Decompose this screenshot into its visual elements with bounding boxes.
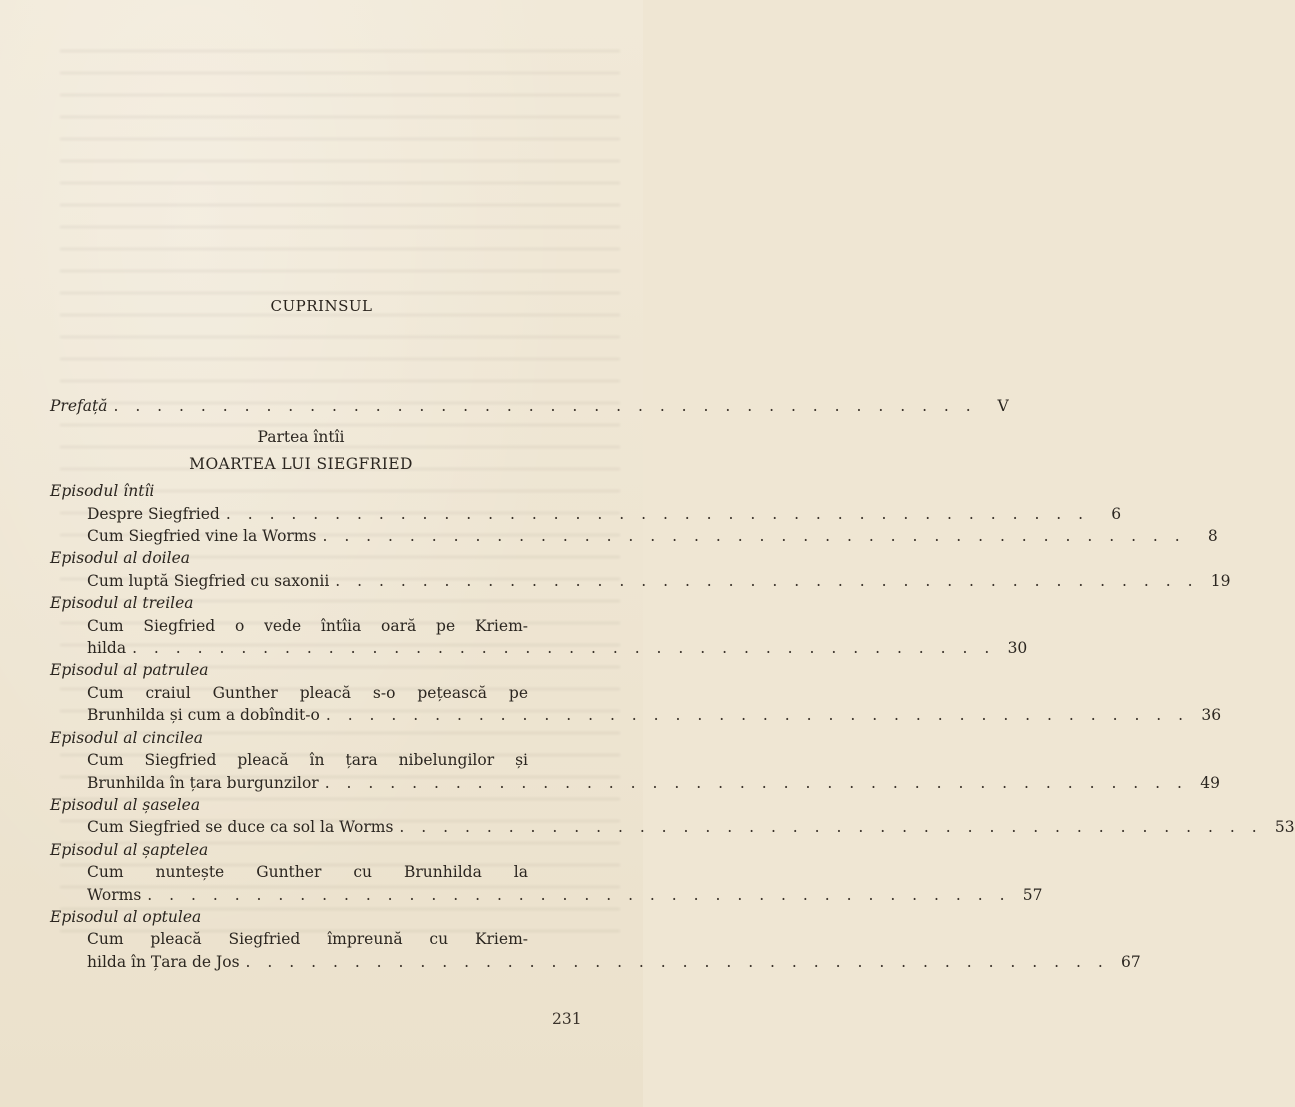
toc-entry[interactable] xyxy=(50,503,1122,525)
dot-leader: . . . . . . . . . . . . . . . . . . . . . . . . . . . . . . . . . . . . . . . . xyxy=(245,952,1109,971)
entry-page: 19 xyxy=(1210,571,1231,590)
episode-heading: Episodul întîi xyxy=(50,482,155,501)
entry-page: 36 xyxy=(1201,706,1222,725)
entry-label: hilda xyxy=(87,639,127,658)
entry-page: V xyxy=(997,397,1009,415)
entry-page: 67 xyxy=(1121,952,1141,971)
toc-entry[interactable] xyxy=(50,951,1141,973)
dot-leader: . . . . . . . . . . . . . . . . . . . . . . . . . . . . . . . . . . . . . . . . xyxy=(113,397,977,415)
episode-heading: Episodul al cincilea xyxy=(50,728,204,747)
episode-heading: Episodul al doilea xyxy=(50,549,190,568)
entry-line: Cum Siegfried o vede întîia oară pe Kriem- xyxy=(87,616,528,635)
episode-heading: Episodul al patrulea xyxy=(50,661,209,680)
episode-heading: Episodul al șaselea xyxy=(50,795,201,814)
entry-label: Cum Siegfried se duce ca sol la Worms xyxy=(87,818,394,837)
entry-page: 53 xyxy=(1274,818,1295,837)
table-of-contents xyxy=(50,395,1295,973)
entry-label: Cum Siegfried vine la Worms xyxy=(87,527,317,546)
toc-title: CUPRINSUL xyxy=(270,297,373,315)
entry-page: 30 xyxy=(1007,639,1028,658)
entry-label: Worms xyxy=(87,885,142,904)
episode-heading: Episodul al șaptelea xyxy=(50,840,209,859)
entry-label: Cum luptă Siegfried cu saxonii xyxy=(87,571,330,590)
toc-entry[interactable] xyxy=(50,816,1295,838)
entry-page: 8 xyxy=(1207,527,1218,546)
toc-entry[interactable] xyxy=(50,704,1222,726)
episode-heading: Episodul al treilea xyxy=(50,594,194,613)
toc-entry[interactable] xyxy=(50,525,1218,547)
dot-leader: . . . . . . . . . . . . . . . . . . . . . . . . . . . . . . . . . . . . . . . . xyxy=(322,527,1186,546)
entry-line: Cum nuntește Gunther cu Brunhilda la xyxy=(87,863,528,882)
entry-label: Brunhilda în țara burgunzilor xyxy=(87,773,319,792)
entry-line: Cum Siegfried pleacă în țara nibelungilor și xyxy=(87,751,528,770)
dot-leader: . . . . . . . . . . . . . . . . . . . . . . . . . . . . . . . . . . . . . . . . xyxy=(335,571,1199,590)
toc-entry[interactable] xyxy=(50,570,1231,592)
page-number: 231 xyxy=(552,1010,582,1028)
entry-line: Cum craiul Gunther pleacă s-o pețească pe xyxy=(87,683,528,702)
entry-label: Prefață xyxy=(50,397,108,415)
toc-entry[interactable] xyxy=(50,772,1220,794)
entry-label: Brunhilda și cum a dobîndit-o xyxy=(87,706,320,725)
toc-entry[interactable] xyxy=(50,884,1043,906)
dot-leader: . . . . . . . . . . . . . . . . . . . . . . . . . . . . . . . . . . . . . . . . xyxy=(132,639,996,658)
toc-entry[interactable] xyxy=(50,637,1028,659)
entry-page: 49 xyxy=(1200,773,1220,792)
entry-page: 57 xyxy=(1022,885,1043,904)
dot-leader: . . . . . . . . . . . . . . . . . . . . . . . . . . . . . . . . . . . . . . . . xyxy=(225,504,1090,523)
episode-list xyxy=(50,480,1295,973)
entry-label: Despre Siegfried xyxy=(87,504,220,523)
part-title: MOARTEA LUI SIEGFRIED xyxy=(189,454,413,473)
toc-entry-preface[interactable] xyxy=(50,395,1009,417)
dot-leader: . . . . . . . . . . . . . . . . . . . . . . . . . . . . . . . . . . . . . . . . xyxy=(324,773,1188,792)
entry-line: Cum pleacă Siegfried împreună cu Kriem- xyxy=(87,930,528,949)
part-label: Partea întîi xyxy=(257,428,345,447)
dot-leader: . . . . . . . . . . . . . . . . . . . . . . . . . . . . . . . . . . . . . . . . xyxy=(147,885,1011,904)
episode-heading: Episodul al optulea xyxy=(50,907,202,926)
entry-page: 6 xyxy=(1111,504,1122,523)
dot-leader: . . . . . . . . . . . . . . . . . . . . . . . . . . . . . . . . . . . . . . . . xyxy=(325,706,1190,725)
entry-label: hilda în Țara de Jos xyxy=(87,952,240,971)
dot-leader: . . . . . . . . . . . . . . . . . . . . . . . . . . . . . . . . . . . . . . . . xyxy=(399,818,1263,837)
